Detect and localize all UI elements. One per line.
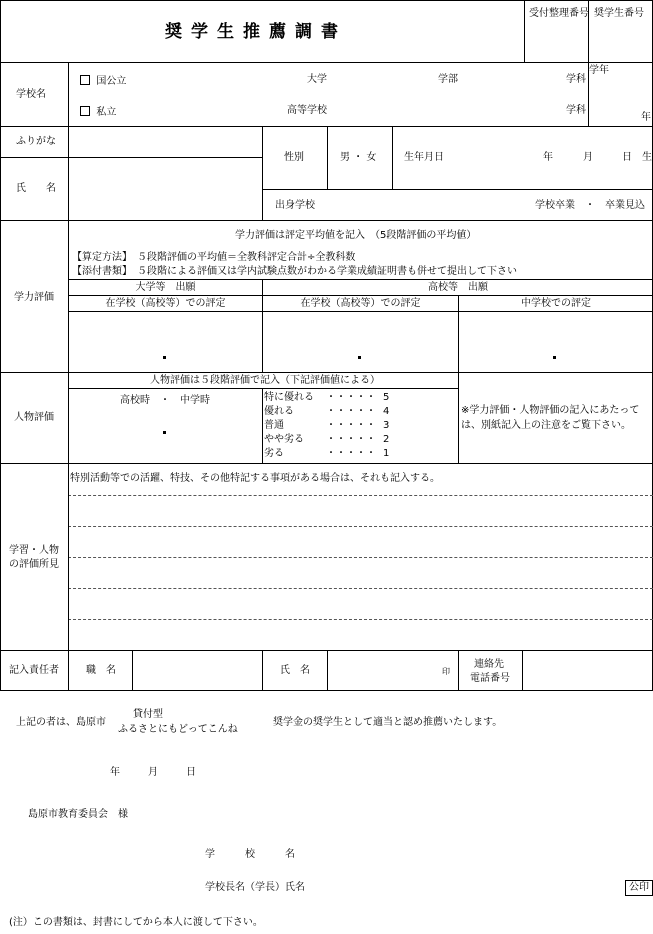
- gender-label: 性別: [284, 152, 304, 163]
- calculation-method: 【算定方法】 ５段階評価の平均値＝全教科評定合計÷全教科数: [72, 252, 356, 263]
- department-label: 学科: [566, 74, 586, 85]
- school-name-label: 学 校 名: [205, 849, 295, 860]
- scale-value: 4: [383, 406, 390, 417]
- writer-name-label: 氏 名: [280, 665, 310, 676]
- rule: [327, 126, 328, 189]
- student-number-label: 奨学生番号: [594, 8, 644, 19]
- scale-dots: ・・・・・: [326, 448, 376, 459]
- scale-value: 2: [383, 434, 390, 445]
- rule: [392, 126, 393, 189]
- date-day: 日: [186, 767, 196, 778]
- scale-label: 普通: [264, 420, 284, 431]
- rule: [68, 279, 653, 280]
- addressee: 島原市教育委員会 様: [28, 809, 128, 820]
- gender-options[interactable]: 男 ・ 女: [340, 152, 377, 163]
- rule: [0, 62, 653, 63]
- furigana-field[interactable]: [69, 127, 262, 157]
- name-label: 氏 名: [16, 183, 56, 194]
- principal-name-label: 学校長名（学長）氏名: [205, 882, 305, 893]
- scale-label: 劣る: [264, 448, 284, 459]
- decimal-point: [163, 356, 166, 359]
- date-year: 年: [110, 767, 120, 778]
- recommendation-intro: 上記の者は、島原市: [16, 717, 106, 728]
- seal-mark: 印: [442, 667, 450, 676]
- rule: [0, 372, 653, 373]
- university-label: 大学: [307, 74, 327, 85]
- position-field[interactable]: [133, 651, 262, 690]
- opinion-label-line1: 学習・人物: [9, 545, 59, 556]
- period-selector[interactable]: 高校時 ・ 中学時: [120, 395, 210, 406]
- reception-number-label: 受付整理番号: [529, 8, 589, 19]
- footer-note: (注）この書類は、封書にしてから本人に渡して下さい。: [9, 917, 263, 928]
- name-field[interactable]: [69, 158, 262, 220]
- phone-field[interactable]: [523, 651, 653, 690]
- evaluation-note: ※学力評価・人物評価の記入にあたっては、別紙記入上の注意をご覧下さい。: [461, 405, 640, 431]
- academic-heading: 学力評価は評定平均値を記入 （5段階評価の平均値）: [235, 230, 477, 241]
- university-current-school-subheader: 在学校（高校等）での評定: [105, 298, 226, 309]
- opinion-instruction: 特別活動等での活躍、特技、その他特記する事項がある場合は、それも記入する。: [70, 473, 440, 484]
- contact-label-line1: 連絡先: [474, 659, 504, 670]
- public-option[interactable]: [80, 75, 126, 87]
- character-label: 人物評価: [14, 412, 54, 423]
- furigana-label: ふりがな: [16, 136, 56, 147]
- decimal-point: [358, 356, 361, 359]
- recommendation-text: 奨学金の奨学生として適当と認め推薦いたします。: [273, 717, 503, 728]
- scale-label: やや劣る: [264, 434, 304, 445]
- junior-high-grade-field[interactable]: [459, 312, 653, 372]
- university-grade-field[interactable]: [69, 312, 262, 372]
- opinion-field[interactable]: [69, 490, 653, 649]
- rule: [0, 220, 653, 221]
- scale-value: 3: [383, 420, 390, 431]
- rule: [262, 388, 263, 463]
- position-label: 職 名: [86, 665, 116, 676]
- official-seal-label: 公印: [629, 882, 649, 893]
- scale-value: 1: [383, 448, 390, 459]
- student-number-field[interactable]: [589, 22, 653, 62]
- university-application-header: 大学等 出願: [135, 282, 196, 293]
- academic-label: 学力評価: [14, 292, 54, 303]
- date-month: 月: [148, 767, 158, 778]
- program-name: ふるさとにもどってこんね: [118, 724, 238, 735]
- origin-school-label: 出身学校: [275, 200, 315, 211]
- highschool-application-header: 高校等 出願: [428, 282, 488, 293]
- private-option[interactable]: [80, 106, 116, 118]
- official-seal-box: [625, 880, 653, 896]
- public-option-label: 国公立: [96, 76, 127, 87]
- highschool-label: 高等学校: [287, 105, 327, 116]
- scale-dots: ・・・・・: [326, 392, 376, 403]
- private-option-label: 私立: [96, 107, 117, 118]
- rule: [262, 126, 263, 220]
- highschool-grade-field[interactable]: [263, 312, 458, 372]
- rule: [262, 650, 263, 691]
- birth-day-unit: 日: [622, 152, 632, 163]
- decimal-point: [163, 431, 166, 434]
- opinion-label-line2: の評価所見: [9, 559, 59, 570]
- rule: [68, 388, 458, 389]
- birthdate-label: 生年月日: [404, 152, 444, 163]
- grade-label: 学年: [589, 65, 609, 76]
- department-label: 学科: [566, 105, 586, 116]
- writer-name-field[interactable]: [328, 651, 458, 690]
- loan-type: 貸付型: [133, 709, 163, 720]
- graduation-status[interactable]: 学校卒業 ・ 卒業見込: [535, 200, 645, 211]
- decimal-point: [553, 356, 556, 359]
- year-unit: 年: [641, 112, 651, 123]
- checkbox[interactable]: [80, 106, 90, 116]
- checkbox[interactable]: [80, 75, 90, 85]
- rule: [0, 463, 653, 464]
- contact-label-line2: 電話番号: [470, 673, 510, 684]
- writer-label: 記入責任者: [9, 665, 59, 676]
- scale-dots: ・・・・・: [326, 420, 376, 431]
- character-heading: 人物評価は５段階評価で記入（下記評価値による）: [150, 375, 380, 386]
- rule: [458, 650, 459, 691]
- scale-dots: ・・・・・: [326, 406, 376, 417]
- scale-label: 特に優れる: [264, 392, 314, 403]
- rule: [262, 189, 653, 190]
- scale-dots: ・・・・・: [326, 434, 376, 445]
- attachment-note: 【添付書類】 ５段階による評価又は学内試験点数がわかる学業成績証明書も併せて提出して下さい: [72, 266, 517, 277]
- rule: [68, 295, 653, 296]
- scale-value: 5: [383, 392, 390, 403]
- reception-number-field[interactable]: [525, 22, 588, 62]
- highschool-current-school-subheader: 在学校（高校等）での評定: [300, 298, 421, 309]
- school-label: 学校名: [16, 89, 46, 100]
- junior-high-subheader: 中学校での評定: [521, 298, 591, 309]
- faculty-label: 学部: [438, 74, 458, 85]
- birth-suffix: 生: [642, 152, 652, 163]
- birth-year-unit: 年: [543, 152, 553, 163]
- scale-label: 優れる: [264, 406, 294, 417]
- birth-month-unit: 月: [583, 152, 593, 163]
- document-title: 奨学生推薦調書: [165, 22, 347, 42]
